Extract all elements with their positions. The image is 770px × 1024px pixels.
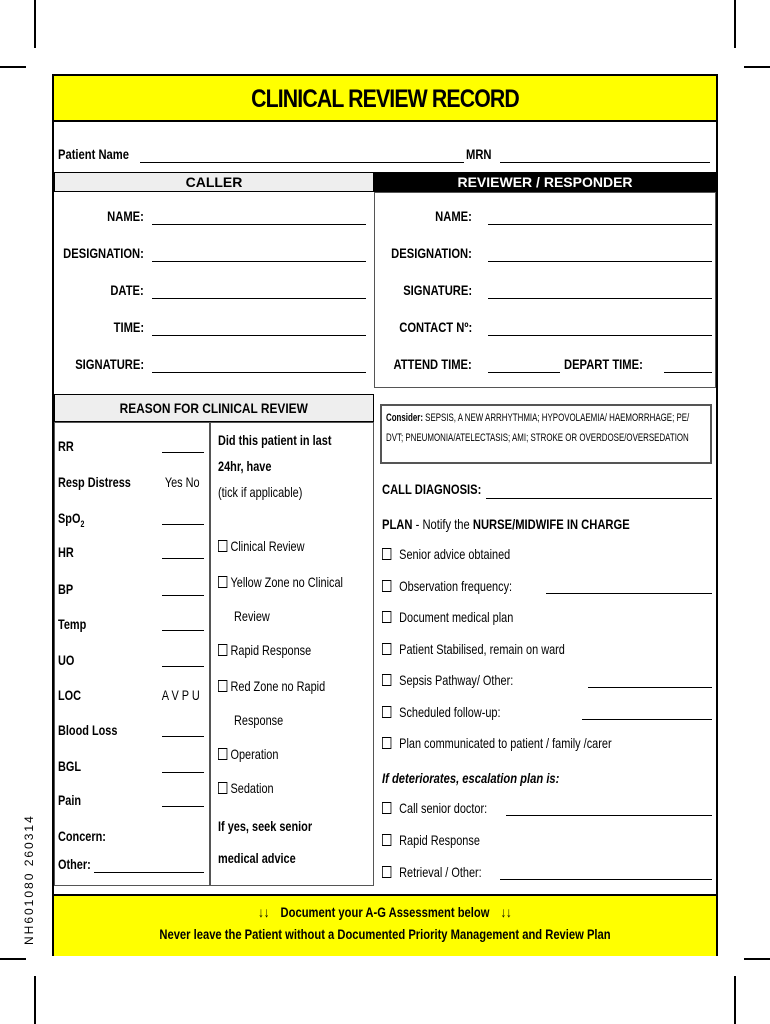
plan-item-field[interactable] [588,687,712,688]
crop-mark [744,958,770,960]
reviewer-field-label: ATTEND TIME: [393,356,472,372]
observation-value-field[interactable] [162,666,204,667]
plan-item-label: Scheduled follow-up: [399,703,501,720]
plan-item[interactable] [382,546,510,562]
observation-label: Resp Distress [58,474,131,490]
plan-middle: - Notify the [412,516,473,532]
escalation-item-label: Call senior doctor: [399,800,488,816]
plan-heading [382,516,630,532]
plan-item[interactable] [382,578,512,594]
page-title: CLINICAL REVIEW RECORD [251,85,519,113]
caller-header: CALLER [54,172,374,192]
caller-field-input[interactable] [152,224,366,225]
checkbox[interactable] [218,782,227,794]
reason-header-text: REASON FOR CLINICAL REVIEW [119,400,309,416]
plan-item-field[interactable] [546,593,712,594]
crop-mark [744,66,770,68]
footer-line-1-text: Document your A-G Assessment below [280,904,490,920]
checkbox[interactable] [382,611,391,623]
crop-mark [734,0,736,48]
depart-time-input[interactable] [664,372,712,373]
reviewer-field-label: DESIGNATION: [391,245,472,261]
observation-label: Blood Loss [58,722,118,738]
patient-name-label: Patient Name [58,146,129,162]
checkbox[interactable] [382,802,391,814]
plan-item-label: Observation frequency: [399,577,513,594]
senior-advice-2: medical advice [218,850,296,866]
checkbox[interactable] [382,674,391,686]
checkbox[interactable] [382,548,391,560]
history-question-1: Did this patient in last [218,432,332,448]
history-item [234,608,270,624]
escalation-item[interactable] [382,832,480,848]
history-item[interactable] [218,780,274,796]
crop-mark [0,66,26,68]
escalation-item-label: Retrieval / Other: [399,864,482,880]
plan-bold: NURSE/MIDWIFE IN CHARGE [472,516,630,532]
observation-value-field[interactable] [162,630,204,631]
senior-advice-1: If yes, seek senior [218,818,313,834]
mrn-label: MRN [466,146,492,162]
escalation-item[interactable] [382,864,482,880]
footer-banner [54,894,716,956]
plan-item-label: Senior advice obtained [399,546,511,562]
observation-label: Other: [58,856,91,872]
caller-field-label: SIGNATURE: [75,356,144,372]
reviewer-field-input[interactable] [488,298,712,299]
history-item-label: Rapid Response [230,642,312,658]
depart-time-label: DEPART TIME: [564,356,643,372]
reason-header [54,394,374,422]
observation-value-field[interactable] [162,524,204,525]
history-item-label: Clinical Review [230,538,305,554]
footer-line-1 [120,904,650,920]
history-question-2: 24hr, have [218,458,272,474]
checkbox[interactable] [382,737,391,749]
history-item-label: Sedation [230,780,274,796]
down-arrows-icon: ↓↓ [500,904,512,920]
caller-field-input[interactable] [152,261,366,262]
reviewer-header: REVIEWER / RESPONDER [374,172,716,192]
caller-field-label: TIME: [113,319,144,335]
checkbox[interactable] [382,643,391,655]
history-item [234,712,283,728]
caller-field-input[interactable] [152,335,366,336]
plan-item[interactable] [382,735,612,751]
history-hint: (tick if applicable) [218,484,303,500]
observation-value-field[interactable] [162,736,204,737]
checkbox[interactable] [218,576,227,588]
crop-mark [0,958,26,960]
other-field[interactable] [94,872,204,873]
reviewer-field-label: NAME: [435,208,472,224]
reviewer-field-input[interactable] [488,261,712,262]
reviewer-field-label: SIGNATURE: [403,282,472,298]
caller-field-label: DESIGNATION: [63,245,144,261]
observation-label: SpO$_2$ [58,510,85,529]
history-item-label: Red Zone no Rapid [230,678,326,694]
reviewer-field-input[interactable] [488,224,712,225]
plan-item-field[interactable] [582,719,712,720]
caller-field-input[interactable] [152,372,366,373]
plan-item-label: Document medical plan [399,609,514,625]
checkbox[interactable] [382,580,391,592]
observation-options[interactable]: A V P U [161,687,200,703]
plan-item[interactable] [382,704,501,720]
observations-panel [54,422,210,886]
crop-mark [34,0,36,48]
observation-label: Temp [58,616,87,632]
escalation-item-field[interactable] [500,879,712,880]
observation-value-field[interactable] [162,452,204,453]
observation-label: RR [58,438,74,454]
observation-label: Pain [58,792,82,808]
patient-name-field[interactable] [140,162,464,163]
plan-item[interactable] [382,641,565,657]
observation-label: BP [58,581,74,597]
checkbox[interactable] [382,866,391,878]
checkbox[interactable] [218,680,227,692]
observation-options[interactable]: Yes No [165,474,200,490]
consider-text-1: SEPSIS, A NEW ARRHYTHMIA; HYPOVOLAEMIA/ HAEMORRHAGE; PE/ [425,412,690,424]
caller-field-label: NAME: [107,208,144,224]
caller-field-label: DATE: [110,282,144,298]
checkbox[interactable] [218,748,227,760]
observation-subscript: 2 [80,518,85,529]
observation-label: LOC [58,687,82,703]
observation-label: UO [58,652,75,668]
history-item-label: Yellow Zone no Clinical [230,574,343,590]
observation-value-field[interactable] [162,806,204,807]
consider-label: Consider: [386,412,423,424]
plan-prefix: PLAN [382,516,413,532]
history-item[interactable] [218,678,325,694]
history-item-label: Response [234,712,284,728]
clinical-review-form [52,74,718,956]
history-item-label: Review [234,608,270,624]
consider-line-1 [386,412,689,424]
plan-item-label: Patient Stabilised, remain on ward [399,640,565,657]
checkbox[interactable] [382,834,391,846]
observation-value-field[interactable] [162,595,204,596]
attend-time-input[interactable] [488,372,560,373]
plan-item[interactable] [382,609,513,625]
form-code: NH601080 260314 [22,814,36,945]
history-item[interactable] [218,538,305,554]
escalation-item-label: Rapid Response [399,832,480,848]
escalation-item[interactable] [382,800,487,816]
observation-label: Concern: [58,828,106,844]
observation-label: HR [58,544,74,560]
footer-line-2: Never leave the Patient without a Documented Priority Management and Review Plan [159,926,611,942]
plan-item[interactable] [382,672,513,688]
history-item[interactable] [218,746,278,762]
observation-value-field[interactable] [162,772,204,773]
reviewer-field-input[interactable] [488,335,712,336]
consider-text-2: DVT; PNEUMONIA/ATELECTASIS; AMI; STROKE OR OVERDOSE/OVERSEDATION [386,432,689,444]
observation-value-field[interactable] [162,558,204,559]
history-item[interactable] [218,574,343,590]
checkbox[interactable] [382,706,391,718]
checkbox[interactable] [218,540,227,552]
caller-field-input[interactable] [152,298,366,299]
crop-mark [734,976,736,1024]
history-item[interactable] [218,642,311,658]
escalation-heading: If deteriorates, escalation plan is: [382,770,560,786]
call-diagnosis-label: CALL DIAGNOSIS: [382,481,482,497]
mrn-field[interactable] [500,162,710,163]
plan-item-label: Sepsis Pathway/ Other: [399,672,514,688]
consider-box [380,404,712,464]
crop-mark [34,976,36,1024]
call-diagnosis-field[interactable] [486,498,712,499]
observation-label: BGL [58,758,82,774]
checkbox[interactable] [218,644,227,656]
escalation-item-field[interactable] [506,815,712,816]
down-arrows-icon: ↓↓ [258,904,270,920]
title-banner [54,76,716,122]
reviewer-field-label: CONTACT Nº: [399,319,472,335]
history-item-label: Operation [230,746,279,762]
plan-item-label: Plan communicated to patient / family /carer [399,735,612,751]
